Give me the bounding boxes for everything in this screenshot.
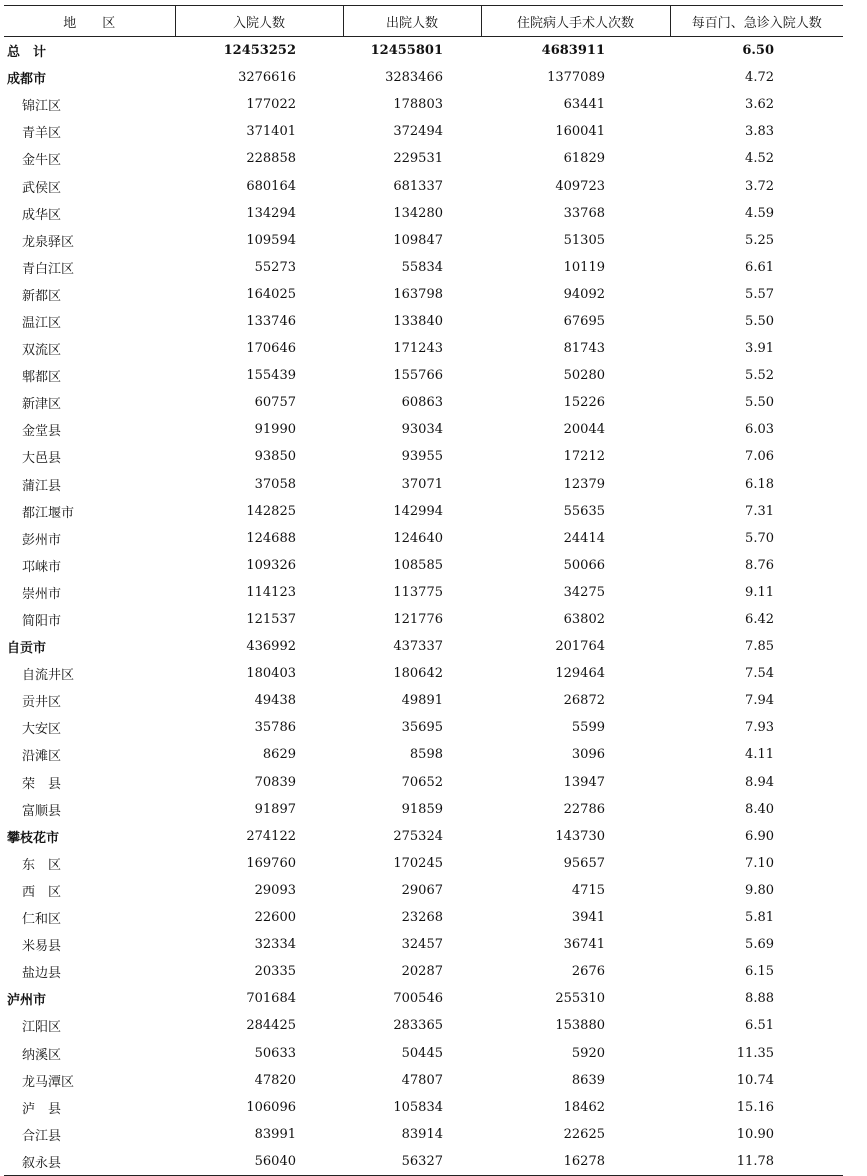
table-row: [4, 958, 843, 985]
per-hundred-cell: 5.25: [745, 232, 774, 248]
admissions-cell: 29093: [254, 882, 296, 898]
discharges-cell: 3283466: [385, 70, 443, 86]
region-cell: 盐边县: [22, 966, 62, 982]
admissions-cell: 436992: [246, 639, 296, 655]
per-hundred-cell: 3.83: [745, 124, 774, 140]
discharges-cell: 229531: [393, 151, 443, 167]
region-cell: 泸 县: [22, 1101, 62, 1117]
admissions-cell: 109594: [246, 232, 296, 248]
region-cell: 攀枝花市: [7, 830, 60, 846]
hospital-admissions-table: [4, 5, 843, 1176]
admissions-cell: 22600: [254, 910, 296, 926]
surgeries-cell: 17212: [563, 449, 605, 465]
admissions-cell: 164025: [246, 286, 296, 302]
region-cell: 邛崃市: [22, 559, 62, 575]
discharges-cell: 47807: [401, 1072, 443, 1088]
per-hundred-cell: 8.94: [745, 774, 774, 790]
admissions-cell: 106096: [246, 1099, 296, 1115]
table-row: [4, 118, 843, 145]
admissions-cell: 121537: [246, 612, 296, 628]
admissions-cell: 124688: [246, 530, 296, 546]
region-cell: 蒲江县: [22, 478, 62, 494]
per-hundred-cell: 5.69: [745, 937, 774, 953]
region-cell: 东 区: [22, 857, 62, 873]
per-hundred-cell: 3.72: [745, 178, 774, 194]
per-hundred-cell: 8.40: [745, 801, 774, 817]
admissions-cell: 134294: [246, 205, 296, 221]
surgeries-cell: 26872: [563, 693, 605, 709]
region-cell: 都江堰市: [22, 505, 75, 521]
table-row: [4, 687, 843, 714]
admissions-cell: 133746: [246, 313, 296, 329]
per-hundred-cell: 7.85: [745, 639, 774, 655]
per-hundred-cell: 7.06: [745, 449, 774, 465]
discharges-cell: 142994: [393, 503, 443, 519]
surgeries-cell: 12379: [563, 476, 605, 492]
surgeries-cell: 36741: [563, 937, 605, 953]
region-cell: 自流井区: [22, 668, 75, 684]
discharges-cell: 109847: [393, 232, 443, 248]
discharges-cell: 23268: [401, 910, 443, 926]
column-header-discharges: 出院人数: [343, 6, 481, 37]
discharges-cell: 29067: [401, 882, 443, 898]
surgeries-cell: 18462: [563, 1099, 605, 1115]
discharges-cell: 372494: [393, 124, 443, 140]
per-hundred-cell: 6.50: [742, 43, 774, 59]
admissions-cell: 91897: [254, 801, 296, 817]
region-cell: 合江县: [22, 1128, 62, 1144]
region-cell: 郫都区: [22, 370, 62, 386]
surgeries-cell: 5599: [571, 720, 605, 736]
table-row: [4, 769, 843, 796]
admissions-cell: 55273: [254, 259, 296, 275]
surgeries-cell: 10119: [563, 259, 605, 275]
table-row: [4, 1148, 843, 1176]
surgeries-cell: 3941: [571, 910, 605, 926]
admissions-cell: 93850: [254, 449, 296, 465]
admissions-cell: 371401: [246, 124, 296, 140]
admissions-cell: 12453252: [223, 43, 296, 59]
admissions-cell: 701684: [246, 991, 296, 1007]
surgeries-cell: 255310: [555, 991, 605, 1007]
discharges-cell: 70652: [401, 774, 443, 790]
discharges-cell: 133840: [393, 313, 443, 329]
region-cell: 泸州市: [7, 993, 47, 1009]
discharges-cell: 108585: [393, 557, 443, 573]
region-cell: 自贡市: [7, 641, 47, 657]
region-cell: 新津区: [22, 397, 62, 413]
region-cell: 崇州市: [22, 586, 62, 602]
table-row: [4, 1012, 843, 1039]
table-row: [4, 37, 843, 65]
per-hundred-cell: 5.70: [745, 530, 774, 546]
discharges-cell: 700546: [393, 991, 443, 1007]
admissions-cell: 20335: [254, 964, 296, 980]
per-hundred-cell: 6.90: [745, 828, 774, 844]
region-cell: 新都区: [22, 288, 62, 304]
discharges-cell: 180642: [393, 666, 443, 682]
surgeries-cell: 22786: [563, 801, 605, 817]
admissions-cell: 155439: [246, 368, 296, 384]
discharges-cell: 60863: [401, 395, 443, 411]
table-row: [4, 741, 843, 768]
region-cell: 纳溪区: [22, 1047, 62, 1063]
table-row: [4, 362, 843, 389]
discharges-cell: 124640: [393, 530, 443, 546]
region-cell: 贡井区: [22, 695, 62, 711]
discharges-cell: 163798: [393, 286, 443, 302]
admissions-cell: 142825: [246, 503, 296, 519]
region-cell: 龙泉驿区: [22, 234, 75, 250]
table-row: [4, 1121, 843, 1148]
region-cell: 简阳市: [22, 614, 62, 630]
surgeries-cell: 15226: [563, 395, 605, 411]
surgeries-cell: 4683911: [541, 43, 605, 59]
admissions-cell: 35786: [254, 720, 296, 736]
per-hundred-cell: 5.57: [745, 286, 774, 302]
admissions-cell: 32334: [254, 937, 296, 953]
surgeries-cell: 55635: [563, 503, 605, 519]
per-hundred-cell: 7.94: [745, 693, 774, 709]
table-row: [4, 579, 843, 606]
table-row: [4, 850, 843, 877]
surgeries-cell: 33768: [563, 205, 605, 221]
admissions-cell: 3276616: [238, 70, 296, 86]
table-row: [4, 335, 843, 362]
region-cell: 金牛区: [22, 153, 62, 169]
per-hundred-cell: 5.81: [745, 910, 774, 926]
surgeries-cell: 5920: [571, 1045, 605, 1061]
admissions-cell: 37058: [254, 476, 296, 492]
region-cell: 双流区: [22, 343, 62, 359]
per-hundred-cell: 11.35: [736, 1045, 774, 1061]
discharges-cell: 437337: [393, 639, 443, 655]
table-row: [4, 200, 843, 227]
discharges-cell: 32457: [401, 937, 443, 953]
discharges-cell: 178803: [393, 97, 443, 113]
discharges-cell: 50445: [401, 1045, 443, 1061]
admissions-cell: 228858: [246, 151, 296, 167]
per-hundred-cell: 6.03: [745, 422, 774, 438]
table-row: [4, 64, 843, 91]
admissions-cell: 49438: [254, 693, 296, 709]
region-cell: 荣 县: [22, 776, 62, 792]
admissions-cell: 109326: [246, 557, 296, 573]
discharges-cell: 93955: [401, 449, 443, 465]
discharges-cell: 55834: [401, 259, 443, 275]
admissions-cell: 274122: [246, 828, 296, 844]
discharges-cell: 155766: [393, 368, 443, 384]
per-hundred-cell: 6.18: [745, 476, 774, 492]
admissions-cell: 83991: [254, 1126, 296, 1142]
surgeries-cell: 143730: [555, 828, 605, 844]
region-cell: 龙马潭区: [22, 1074, 75, 1090]
admissions-cell: 170646: [246, 341, 296, 357]
admissions-cell: 60757: [254, 395, 296, 411]
region-cell: 沿滩区: [22, 749, 62, 765]
per-hundred-cell: 4.72: [745, 70, 774, 86]
admissions-cell: 177022: [246, 97, 296, 113]
discharges-cell: 83914: [401, 1126, 443, 1142]
discharges-cell: 121776: [393, 612, 443, 628]
region-cell: 成都市: [7, 72, 47, 88]
admissions-cell: 180403: [246, 666, 296, 682]
admissions-cell: 47820: [254, 1072, 296, 1088]
per-hundred-cell: 7.10: [745, 855, 774, 871]
admissions-cell: 169760: [246, 855, 296, 871]
region-cell: 彭州市: [22, 532, 62, 548]
surgeries-cell: 1377089: [547, 70, 605, 86]
table-row: [4, 714, 843, 741]
admissions-cell: 8629: [262, 747, 296, 763]
region-cell: 温江区: [22, 315, 62, 331]
per-hundred-cell: 4.11: [745, 747, 774, 763]
column-header-region: 地 区: [4, 6, 175, 37]
region-cell: 成华区: [22, 207, 62, 223]
table-row: [4, 471, 843, 498]
surgeries-cell: 22625: [563, 1126, 605, 1142]
table-row: [4, 416, 843, 443]
surgeries-cell: 50066: [563, 557, 605, 573]
region-cell: 青羊区: [22, 126, 62, 142]
discharges-cell: 35695: [401, 720, 443, 736]
admissions-cell: 50633: [254, 1045, 296, 1061]
table-row: [4, 1094, 843, 1121]
surgeries-cell: 16278: [481, 1148, 670, 1176]
table-row: [4, 254, 843, 281]
surgeries-cell: 95657: [563, 855, 605, 871]
region-cell: 米易县: [22, 939, 62, 955]
region-cell: 西 区: [22, 884, 62, 900]
discharges-cell: 170245: [393, 855, 443, 871]
discharges-cell: 37071: [401, 476, 443, 492]
table-row: [4, 552, 843, 579]
table-row: [4, 796, 843, 823]
discharges-cell: 275324: [393, 828, 443, 844]
admissions-cell: 114123: [246, 584, 296, 600]
surgeries-cell: 13947: [563, 774, 605, 790]
table-row: [4, 91, 843, 118]
discharges-cell: 8598: [409, 747, 443, 763]
table-row: [4, 281, 843, 308]
surgeries-cell: 4715: [571, 882, 605, 898]
surgeries-cell: 24414: [563, 530, 605, 546]
per-hundred-cell: 3.62: [745, 97, 774, 113]
table-row: [4, 1067, 843, 1094]
per-hundred-cell: 3.91: [745, 341, 774, 357]
per-hundred-cell: 7.31: [745, 503, 774, 519]
discharges-cell: 105834: [393, 1099, 443, 1115]
surgeries-cell: 94092: [563, 286, 605, 302]
table-row: [4, 606, 843, 633]
surgeries-cell: 2676: [571, 964, 605, 980]
admissions-cell: 284425: [246, 1018, 296, 1034]
per-hundred-cell: 5.52: [745, 368, 774, 384]
header-row: [4, 6, 843, 37]
table-row: [4, 498, 843, 525]
per-hundred-cell: 6.42: [745, 612, 774, 628]
per-hundred-cell: 15.16: [736, 1099, 774, 1115]
region-cell: 仁和区: [22, 912, 62, 928]
per-hundred-cell: 6.51: [745, 1018, 774, 1034]
discharges-cell: 283365: [393, 1018, 443, 1034]
surgeries-cell: 8639: [571, 1072, 605, 1088]
column-header-admissions: 入院人数: [175, 6, 343, 37]
discharges-cell: 171243: [393, 341, 443, 357]
admissions-cell: 91990: [254, 422, 296, 438]
per-hundred-cell: 4.52: [745, 151, 774, 167]
table-body: [4, 37, 843, 1176]
table-row: [4, 633, 843, 660]
admissions-cell: 56040: [175, 1148, 343, 1176]
surgeries-cell: 201764: [555, 639, 605, 655]
region-cell: 武侯区: [22, 180, 62, 196]
region-cell: 富顺县: [22, 803, 62, 819]
per-hundred-cell: 9.80: [745, 882, 774, 898]
region-cell: 锦江区: [22, 99, 62, 115]
table-row: [4, 308, 843, 335]
region-cell: 大安区: [22, 722, 62, 738]
surgeries-cell: 63802: [563, 612, 605, 628]
admissions-cell: 70839: [254, 774, 296, 790]
per-hundred-cell: 10.90: [736, 1126, 774, 1142]
region-cell: 总 计: [7, 45, 47, 61]
surgeries-cell: 67695: [563, 313, 605, 329]
region-cell: 叙永县: [4, 1148, 175, 1176]
per-hundred-cell: 6.15: [745, 964, 774, 980]
table-row: [4, 525, 843, 552]
per-hundred-cell: 7.93: [745, 720, 774, 736]
per-hundred-cell: 9.11: [745, 584, 774, 600]
table-row: [4, 1039, 843, 1066]
table-row: [4, 227, 843, 254]
table-row: [4, 145, 843, 172]
admissions-cell: 680164: [246, 178, 296, 194]
table-row: [4, 931, 843, 958]
table-row: [4, 985, 843, 1012]
table-row: [4, 823, 843, 850]
surgeries-cell: 3096: [571, 747, 605, 763]
discharges-cell: 113775: [393, 584, 443, 600]
region-cell: 金堂县: [22, 424, 62, 440]
surgeries-cell: 63441: [563, 97, 605, 113]
surgeries-cell: 50280: [563, 368, 605, 384]
surgeries-cell: 61829: [563, 151, 605, 167]
surgeries-cell: 81743: [563, 341, 605, 357]
discharges-cell: 134280: [393, 205, 443, 221]
discharges-cell: 20287: [401, 964, 443, 980]
column-header-surgeries: 住院病人手术人次数: [481, 6, 670, 37]
per-hundred-cell: 10.74: [736, 1072, 774, 1088]
per-hundred-cell: 7.54: [745, 666, 774, 682]
per-hundred-cell: 11.78: [670, 1148, 843, 1176]
region-cell: 大邑县: [22, 451, 62, 467]
surgeries-cell: 34275: [563, 584, 605, 600]
per-hundred-cell: 5.50: [745, 395, 774, 411]
per-hundred-cell: 5.50: [745, 313, 774, 329]
table-row: [4, 389, 843, 416]
surgeries-cell: 129464: [555, 666, 605, 682]
discharges-cell: 49891: [401, 693, 443, 709]
discharges-cell: 91859: [401, 801, 443, 817]
surgeries-cell: 20044: [563, 422, 605, 438]
surgeries-cell: 153880: [555, 1018, 605, 1034]
per-hundred-cell: 8.88: [745, 991, 774, 1007]
discharges-cell: 12455801: [370, 43, 443, 59]
per-hundred-cell: 4.59: [745, 205, 774, 221]
region-cell: 江阳区: [22, 1020, 62, 1036]
table-row: [4, 172, 843, 199]
table-row: [4, 877, 843, 904]
region-cell: 青白江区: [22, 261, 75, 277]
discharges-cell: 56327: [343, 1148, 481, 1176]
per-hundred-cell: 6.61: [745, 259, 774, 275]
table-header: [4, 6, 843, 37]
surgeries-cell: 51305: [563, 232, 605, 248]
discharges-cell: 681337: [393, 178, 443, 194]
table-row: [4, 904, 843, 931]
per-hundred-cell: 8.76: [745, 557, 774, 573]
column-header-per-hundred: 每百门、急诊入院人数: [670, 6, 843, 37]
table-row: [4, 443, 843, 470]
surgeries-cell: 409723: [555, 178, 605, 194]
table-row: [4, 660, 843, 687]
discharges-cell: 93034: [401, 422, 443, 438]
surgeries-cell: 160041: [555, 124, 605, 140]
